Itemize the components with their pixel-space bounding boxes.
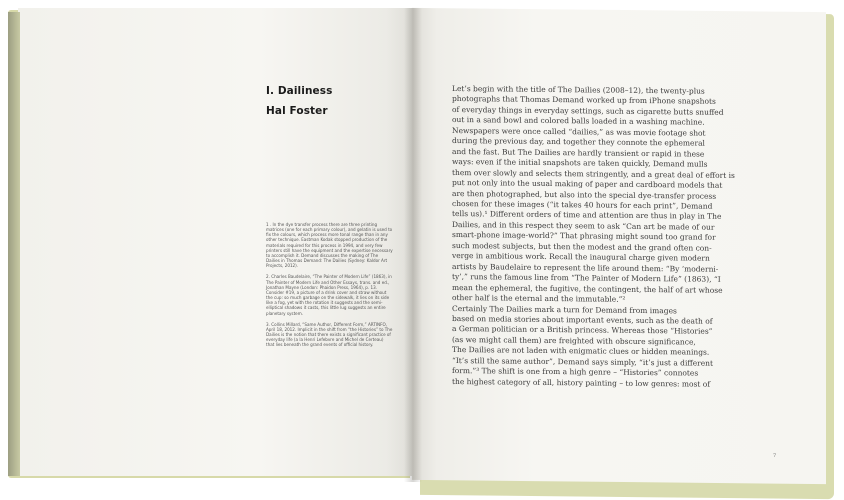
body-line: Certainly The Dailies mark a turn for Demand from images xyxy=(452,303,677,315)
body-line: a German politician or a British princess. Whereas those “Histories” xyxy=(452,324,713,337)
page-gutter xyxy=(404,8,422,482)
body-line: ty’,” runs the famous line from “The Painter of Modern Life” (1863), “I xyxy=(452,272,721,284)
body-line: chosen for these images (“it takes 40 hours for each print”, Demand xyxy=(452,198,713,211)
body-line: out in a sand bowl and colored balls loaded in a washing machine. xyxy=(452,115,705,128)
body-line: verge in ambitious work. Recall the inaugural charge given modern xyxy=(452,251,710,263)
footnote-2: 2. Charles Baudelaire, “The Painter of Modern Life” (1863), in The Painter of Modern Life and Other Essays, trans. and ed., Jonathan Mayne (London: Phaidon Press, 1964), p. 13. Consider #19, a picture of a drink cover and straw without the cup: so much garbage on the sidewalk, it lies on its side like a fog, yet with the rotation it suggests and the semi-elliptical shadows it casts, this little lug suggests an entire planetary system. xyxy=(266,274,392,316)
body-line: Newspapers were once called “dailies,” as was movie footage shot xyxy=(452,125,706,138)
body-line: such modest subjects, but then the modest and the grand often con- xyxy=(452,240,712,253)
body-line: “It’s still the same author”, Demand says simply, “it’s just a different xyxy=(452,355,714,368)
body-line: artists by Baudelaire to represent the life around them: “By ‘moderni- xyxy=(452,261,719,274)
body-line: during the previous day, and together they connote the ephemeral xyxy=(452,136,705,148)
body-line: mean the ephemeral, the fugitive, the contingent, the half of art whose xyxy=(452,282,723,295)
body-line: The Dailies are not laden with enigmatic clues or hidden meanings. xyxy=(452,345,710,358)
body-line: them over slowly and selects them stringently, and a great deal of effort is xyxy=(452,167,735,180)
body-line: the highest category of all, history painting – to low genres: most of xyxy=(452,376,711,389)
body-line: Let’s begin with the title of The Dailies (2008–12), the twenty-plus xyxy=(452,84,705,96)
body-line: put not only into the usual making of paper and cardboard models that xyxy=(452,178,723,190)
body-line: tells us).¹ Different orders of time and attention are thus in play in The xyxy=(452,209,722,222)
body-line: form.”³ The shift is one from a high genre – “Histories” connotes xyxy=(452,366,699,378)
body-line: (as we might call them) are freighted with obscure significance, xyxy=(452,334,696,347)
chapter-title: I. Dailiness xyxy=(266,85,333,97)
body-line: smart-phone image-world?” That phrasing might sound too grand for xyxy=(452,230,716,243)
body-line: of everyday things in everyday settings, such as cigarette butts snuffed xyxy=(452,104,724,117)
body-line: and the fast. But The Dailies are hardly transient or rapid in these xyxy=(452,146,705,159)
footnote-3: 3. Collins Millard, “Same Author, Different Form,” ARTINFO, April 18, 2012. Implicit in the shift from “the Histories” to The Dailies is the notion that there exists a significant practice of everyday life (a la Henri Lefebvre and Michel de Certeau) that lies beneath the grand events of official history. xyxy=(266,321,393,348)
body-line: based on media stories about important events, such as the death of xyxy=(452,313,713,326)
author-name: Hal Foster xyxy=(266,105,328,117)
body-line: Dailies, and in this respect they seem to ask “Can art be made of our xyxy=(452,219,715,232)
page-number: 7 xyxy=(773,453,777,459)
body-line: other half is the eternal and the immutable.”² xyxy=(452,293,626,304)
footnote-1: 1 . In the dye transfer process there are three printing matrices (one for each primary colour), and gelatin is used to fix the colours, which process more tonal range than in any other technique. Eastman Kodak stopped production of the materials required for this process in 1994, and very few printers still have the equipment and the expertise necessary to accomplish it. Demand discusses the making of The Dailies in Thomas Demand: The Dailies (Sydney: Kaldor Art Projects, 2012). xyxy=(266,222,393,269)
body-line: are then photographed, but also into the special dye-transfer process xyxy=(452,188,717,201)
body-line: ways: even if the initial snapshots are taken quickly, Demand mulls xyxy=(452,157,708,169)
body-text xyxy=(452,84,772,390)
footnotes xyxy=(266,222,393,353)
body-line: photographs that Thomas Demand worked up from iPhone snapshots xyxy=(452,94,716,107)
book-spine-edge xyxy=(8,12,20,476)
